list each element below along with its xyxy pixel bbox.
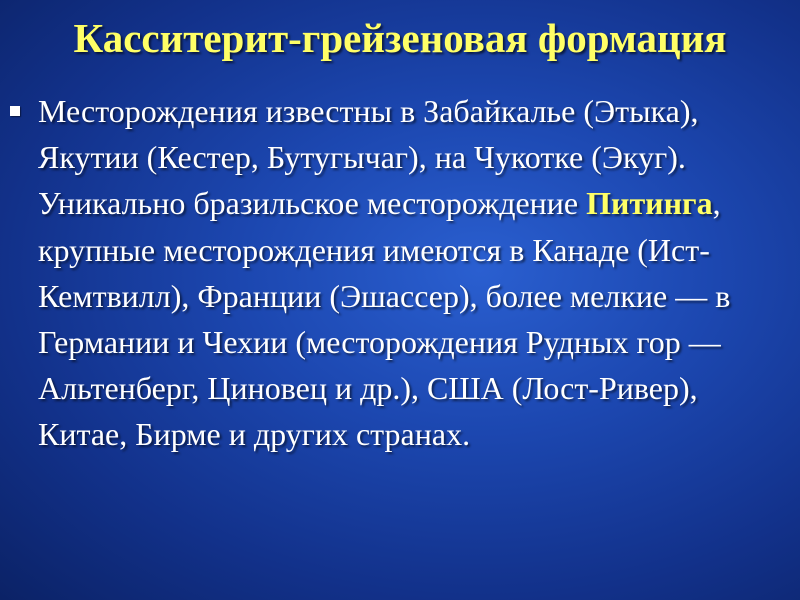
bullet-text: [38, 88, 783, 458]
square-bullet-icon: [10, 106, 20, 116]
bullet-item: [10, 88, 785, 458]
bullet-text-before: Месторождения известны в Забайкалье (Этыка), Якутии (Кестер, Бутугычаг), на Чукотке (Экуг). Уникально бразильское месторождение: [38, 93, 699, 222]
highlighted-term: Питинга: [586, 185, 713, 222]
bullet-text-after: , крупные месторождения имеются в Канаде (Ист-Кемтвилл), Франции (Эшассер), более мелкие — в Германии и Чехии (месторождения Рудных гор — Альтенберг, Циновец и др.), США (Лост-Ривер), Китае, Бирме и других странах.: [38, 185, 731, 453]
slide-title: Касситерит-грейзеновая формация: [73, 15, 727, 61]
